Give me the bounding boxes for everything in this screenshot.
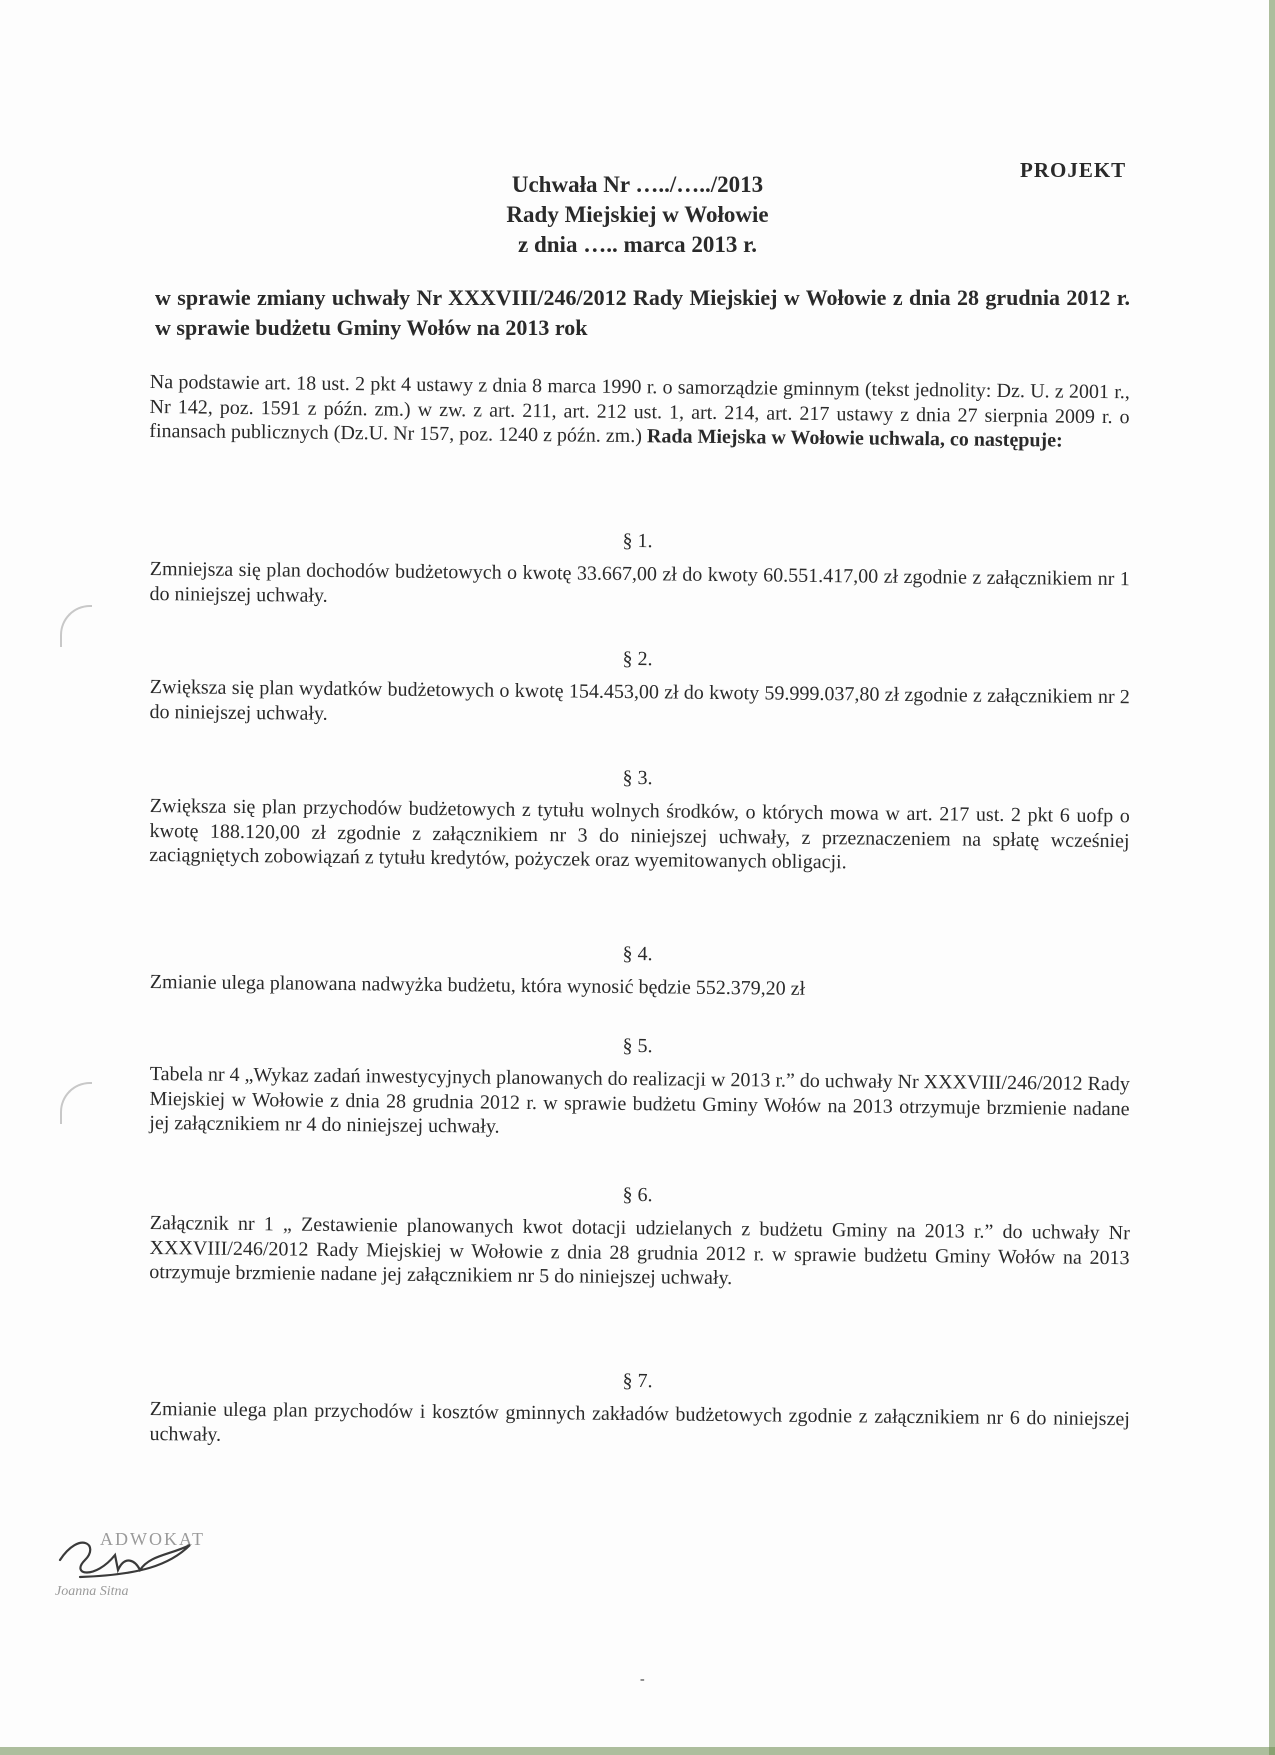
svg-text:ADWOKAT: ADWOKAT <box>100 1529 205 1549</box>
preamble-text: Na podstawie art. 18 ust. 2 pkt 4 ustawy z dnia 8 marca 1990 r. o samorządzie gminnym (tekst jednolity: Dz. U. z 2001 r., Nr 142, poz. 1591 z późn. zm.) w zw. z art. 211, art. 212 ust. 1, art. 214, art. 217 ustawy z dnia 27 sierpnia 2009 r. o finansach publicznych (Dz.U. Nr 157, poz. 1240 z późn. zm.) <box>149 370 1130 448</box>
signature-stamp <box>40 1515 220 1605</box>
resolution-number: Uchwała Nr …../…../2013 <box>511 172 764 197</box>
projekt-label: PROJEKT <box>1020 158 1127 182</box>
section-3-text: Zwiększa się plan przychodów budżetowych z tytułu wolnych środków, o których mowa w art. 217 ust. 2 pkt 6 uofp o kwotę 188.120,00 zł zgodnie z załącznikiem nr 3 do niniejszej uchwały, z przeznaczeniem na spłatę wcześniej zaciągniętych zobowiązań z tytułu kredytów, pożyczek oraz wyemitowanych obligacji. <box>149 794 1130 874</box>
scan-edge-right <box>1269 0 1275 1755</box>
punch-hole-mark <box>60 605 92 647</box>
section-5-text: Tabela nr 4 „Wykaz zadań inwestycyjnych planowanych do realizacji w 2013 r.” do uchwały Nr XXXVIII/246/2012 Rady Miejskiej w Wołowie z dnia 28 grudnia 2012 r. w sprawie budżetu Gminy Wołów na 2013 otrzymuje brzmienie nadane jej załącznikiem nr 4 do niniejszej uchwały. <box>149 1063 1130 1138</box>
section-5-label: § 5. <box>622 1034 653 1058</box>
section-4-text: Zmianie ulega planowana nadwyżka budżetu, która wynosić będzie 552.379,20 zł <box>149 970 806 1000</box>
council-name: Rady Miejskiej w Wołowie <box>506 202 769 227</box>
preamble <box>149 370 1130 454</box>
section-2-text: Zwiększa się plan wydatków budżetowych o kwotę 154.453,00 zł do kwoty 59.999.037,80 zł zgodnie z załącznikiem nr 2 do niniejszej uchwały. <box>149 675 1130 725</box>
section-6-text: Załącznik nr 1 „ Zestawienie planowanych kwot dotacji udzielanych z budżetu Gminy na 2013 r.” do uchwały Nr XXXVIII/246/2012 Rady Miejskiej w Wołowie z dnia 28 grudnia 2012 r. w sprawie budżetu Gminy Wołów na 2013 otrzymuje brzmienie nadane jej załącznikiem nr 5 do niniejszej uchwały. <box>149 1212 1130 1290</box>
preamble-bold-tail: Rada Miejska w Wołowie uchwala, co następuje: <box>646 425 1063 452</box>
footer-mark: - <box>640 1672 645 1687</box>
section-4-label: § 4. <box>622 942 653 966</box>
resolution-date: z dnia ….. marca 2013 r. <box>518 232 757 257</box>
section-6-label: § 6. <box>622 1183 653 1207</box>
punch-hole-mark <box>60 1082 92 1124</box>
svg-text:Joanna Sitna: Joanna Sitna <box>55 1584 129 1599</box>
scan-edge-bottom <box>0 1747 1275 1755</box>
section-2-label: § 2. <box>622 647 653 671</box>
section-1-label: § 1. <box>622 529 653 553</box>
section-7-text: Zmianie ulega plan przychodów i kosztów gminnych zakładów budżetowych zgodnie z załącznikiem nr 6 do niniejszej uchwały. <box>149 1398 1130 1446</box>
section-3-label: § 3. <box>622 766 653 790</box>
section-1-text: Zmniejsza się plan dochodów budżetowych o kwotę 33.667,00 zł do kwoty 60.551.417,00 zł zgodnie z załącznikiem nr 1 do niniejszej uchwały. <box>149 557 1130 607</box>
resolution-subject: w sprawie zmiany uchwały Nr XXXVIII/246/2012 Rady Miejskiej w Wołowie z dnia 28 grudnia 2012 r. w sprawie budżetu Gminy Wołów na 2013 rok <box>155 285 1130 340</box>
section-7-label: § 7. <box>622 1369 653 1393</box>
